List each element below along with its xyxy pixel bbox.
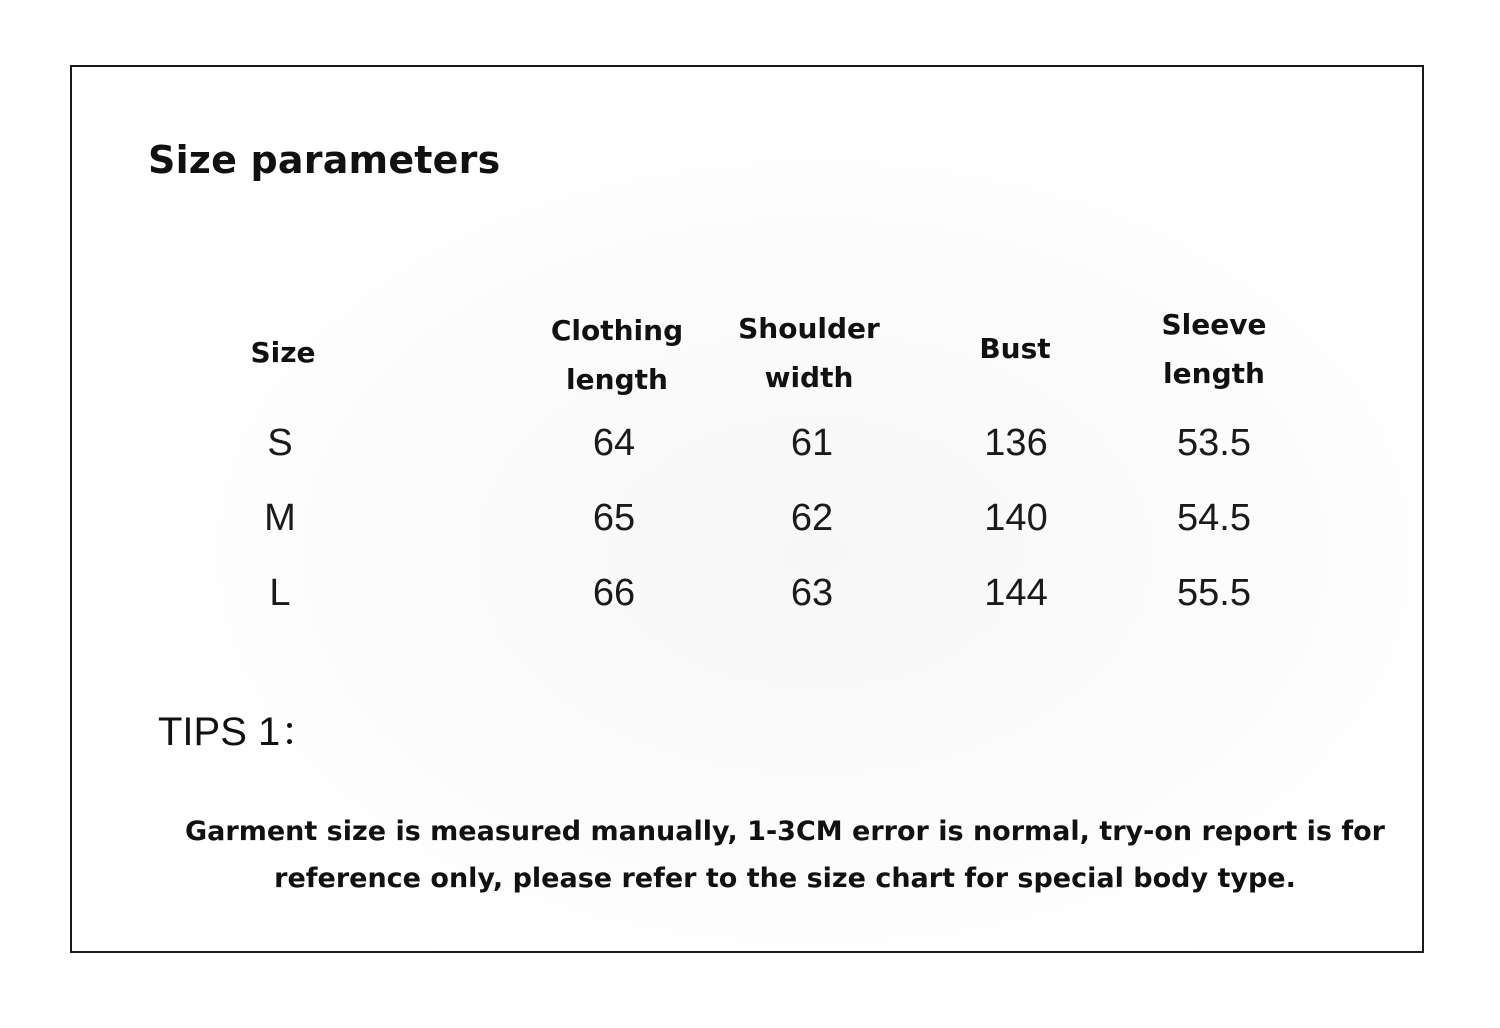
cell-size-m: M [264,497,296,539]
header-size-label: Size [250,336,316,369]
cell-clothing-length-l: 66 [592,572,636,614]
tips-note-line1: Garment size is measured manually, 1-3CM error is normal, try-on report is for [185,816,1385,847]
cell-bust-m: 140 [984,497,1048,539]
header-clothing-length-line2: length [566,363,668,396]
cell-shoulder-width-s: 61 [790,422,834,464]
cell-bust-s: 136 [984,422,1048,464]
cell-shoulder-width-m: 62 [790,497,834,539]
cell-size-l: L [269,572,291,614]
cell-clothing-length-s: 64 [592,422,636,464]
page-title: Size parameters [148,138,501,182]
header-bust [979,324,1050,373]
header-shoulder-width-line1: Shoulder [738,312,880,345]
cell-sleeve-length-l: 55.5 [1177,572,1251,614]
tips-note-line2: reference only, please refer to the size chart for special body type. [274,863,1296,894]
header-shoulder-width-line2: width [764,361,854,394]
header-clothing-length-line1: Clothing [550,314,684,347]
header-shoulder-width [738,304,880,402]
header-bust-label: Bust [979,332,1051,365]
cell-clothing-length-m: 65 [592,497,636,539]
cell-size-s: S [267,422,293,464]
header-sleeve-length-line1: Sleeve [1161,308,1267,341]
header-clothing-length [551,306,683,404]
tips-note [140,808,1430,902]
header-sleeve-length [1162,300,1267,398]
cell-sleeve-length-m: 54.5 [1177,497,1251,539]
cell-shoulder-width-l: 63 [790,572,834,614]
header-sleeve-length-line2: length [1163,357,1265,390]
header-size [250,328,315,377]
tips-heading: TIPS 1： [158,710,321,754]
cell-sleeve-length-s: 53.5 [1177,422,1251,464]
cell-bust-l: 144 [984,572,1048,614]
